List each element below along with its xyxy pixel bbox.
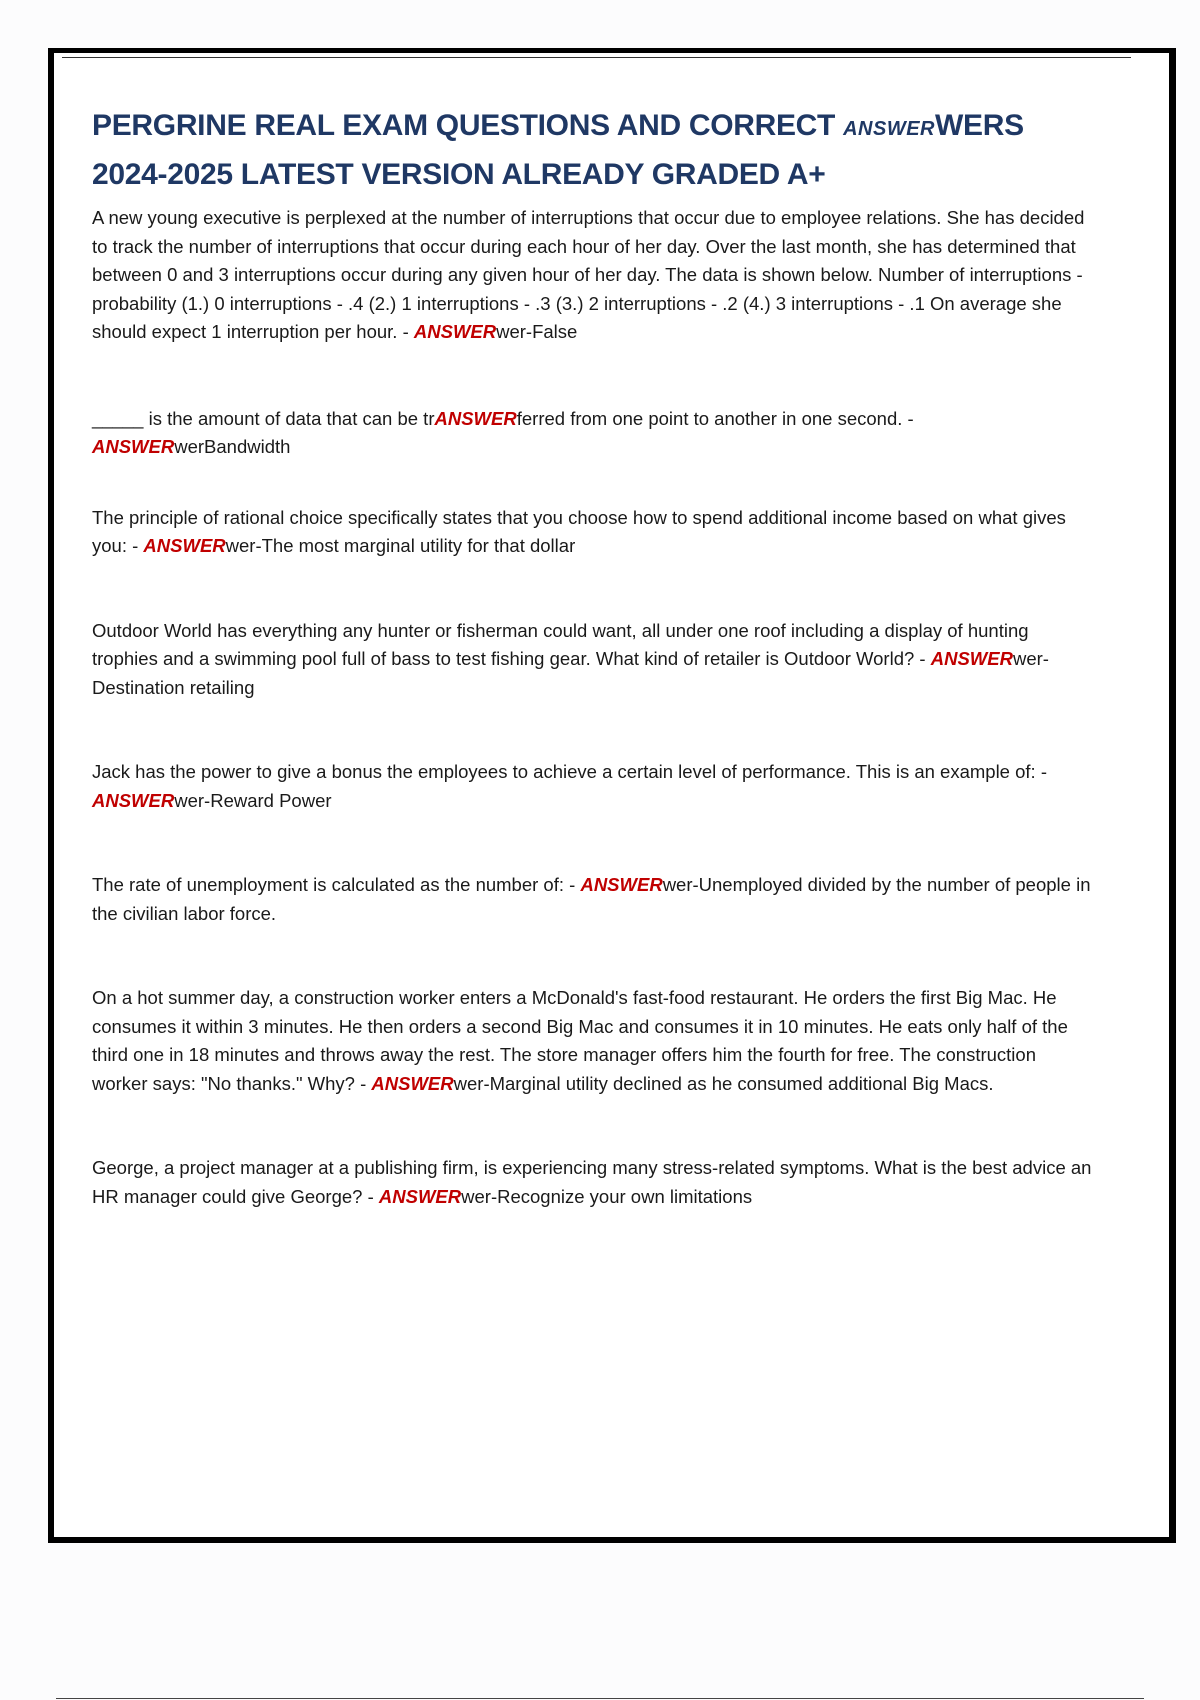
title-answer-word: ANSWER — [843, 118, 935, 140]
answer-text: wer-Marginal utility declined as he consumed additional Big Macs. — [453, 1072, 994, 1094]
question-text: George, a project manager at a publishing firm, is experiencing many stress-related symptoms. What is the best advice an HR manager could give George? - — [92, 1157, 1092, 1207]
answer-marker: ANSWER — [143, 535, 226, 556]
answer-text: wer-Destination retailing — [92, 648, 1049, 698]
answer-marker: ANSWER — [580, 874, 663, 895]
question-text: The rate of unemployment is calculated as the number of: - — [92, 874, 581, 895]
answer-marker: ANSWER — [378, 1185, 462, 1207]
answer-text: wer-Recognize your own limitations — [461, 1185, 753, 1207]
answer-text: wer-Reward Power — [174, 789, 332, 811]
qa-item-8 — [92, 1154, 1092, 1211]
question-text: Jack has the power to give a bonus the employees to achieve a certain level of performance. This is an example of: - — [92, 761, 1047, 782]
qa-item-6 — [92, 871, 1092, 928]
page-bottom-rule — [56, 1698, 1144, 1699]
qa-item-2 — [92, 405, 1092, 462]
question-text: _____ is the amount of data that can be tr — [92, 407, 435, 429]
answer-marker: ANSWER — [930, 648, 1013, 669]
answer-text: wer-False — [496, 321, 578, 342]
title-text-part1: PERGRINE REAL EXAM QUESTIONS AND CORRECT — [92, 109, 844, 142]
answer-marker: ANSWER — [92, 789, 175, 811]
question-text: The principle of rational choice specifically states that you choose how to spend additional income based on what gives you: - — [92, 506, 1066, 556]
question-text: On a hot summer day, a construction worker enters a McDonald's fast-food restaurant. He orders the first Big Mac. He consumes it within 3 minutes. He then orders a second Big Mac and consumes it in 10 minutes. He eats only half of the third one in 18 minutes and throws away the rest. The store manager offers him the fourth for free. The construction worker says: "No thanks." Why? - — [92, 987, 1068, 1094]
qa-item-7 — [92, 984, 1092, 1098]
question-text: A new young executive is perplexed at the number of interruptions that occur due to employee relations. She has decided to track the number of interruptions that occur during each hour of her day. Over the last month, she has determined that between 0 and 3 interruptions occur during any given hour of her day. The data is shown below. Number of interruptions - probability (1.) 0 interruptions - .4 (2.) 1 interruptions - .3 (3.) 2 interruptions - .2 (4.) 3 interruptions - .1 On average she should expect 1 interruption per hour. - — [92, 207, 1085, 342]
qa-item-4 — [92, 617, 1092, 703]
document-content — [92, 103, 1092, 1211]
answer-marker: ANSWER — [434, 407, 517, 429]
answer-text: wer-Unemployed divided by the number of people in the civilian labor force. — [92, 874, 1091, 924]
answer-text: werBandwidth — [174, 436, 291, 457]
qa-item-5 — [92, 758, 1092, 815]
document-title — [92, 103, 1092, 198]
question-text: Outdoor World has everything any hunter or fisherman could want, all under one roof including a display of hunting trophies and a swimming pool full of bass to test fishing gear. What kind of retailer is Outdoor World? - — [92, 619, 1029, 669]
title-text-part2: WERS 2024-2025 LATEST VERSION ALREADY GRADED A+ — [92, 109, 1024, 191]
qa-item-1 — [92, 204, 1092, 347]
answer-marker: ANSWER — [413, 321, 497, 342]
qa-item-3 — [92, 504, 1092, 561]
answer-marker: ANSWER — [92, 436, 175, 457]
question-text: ferred from one point to another in one second. - — [516, 407, 914, 429]
answer-marker: ANSWER — [371, 1072, 454, 1094]
answer-text: wer-The most marginal utility for that dollar — [225, 535, 576, 556]
frame-top-rule — [62, 57, 1131, 58]
